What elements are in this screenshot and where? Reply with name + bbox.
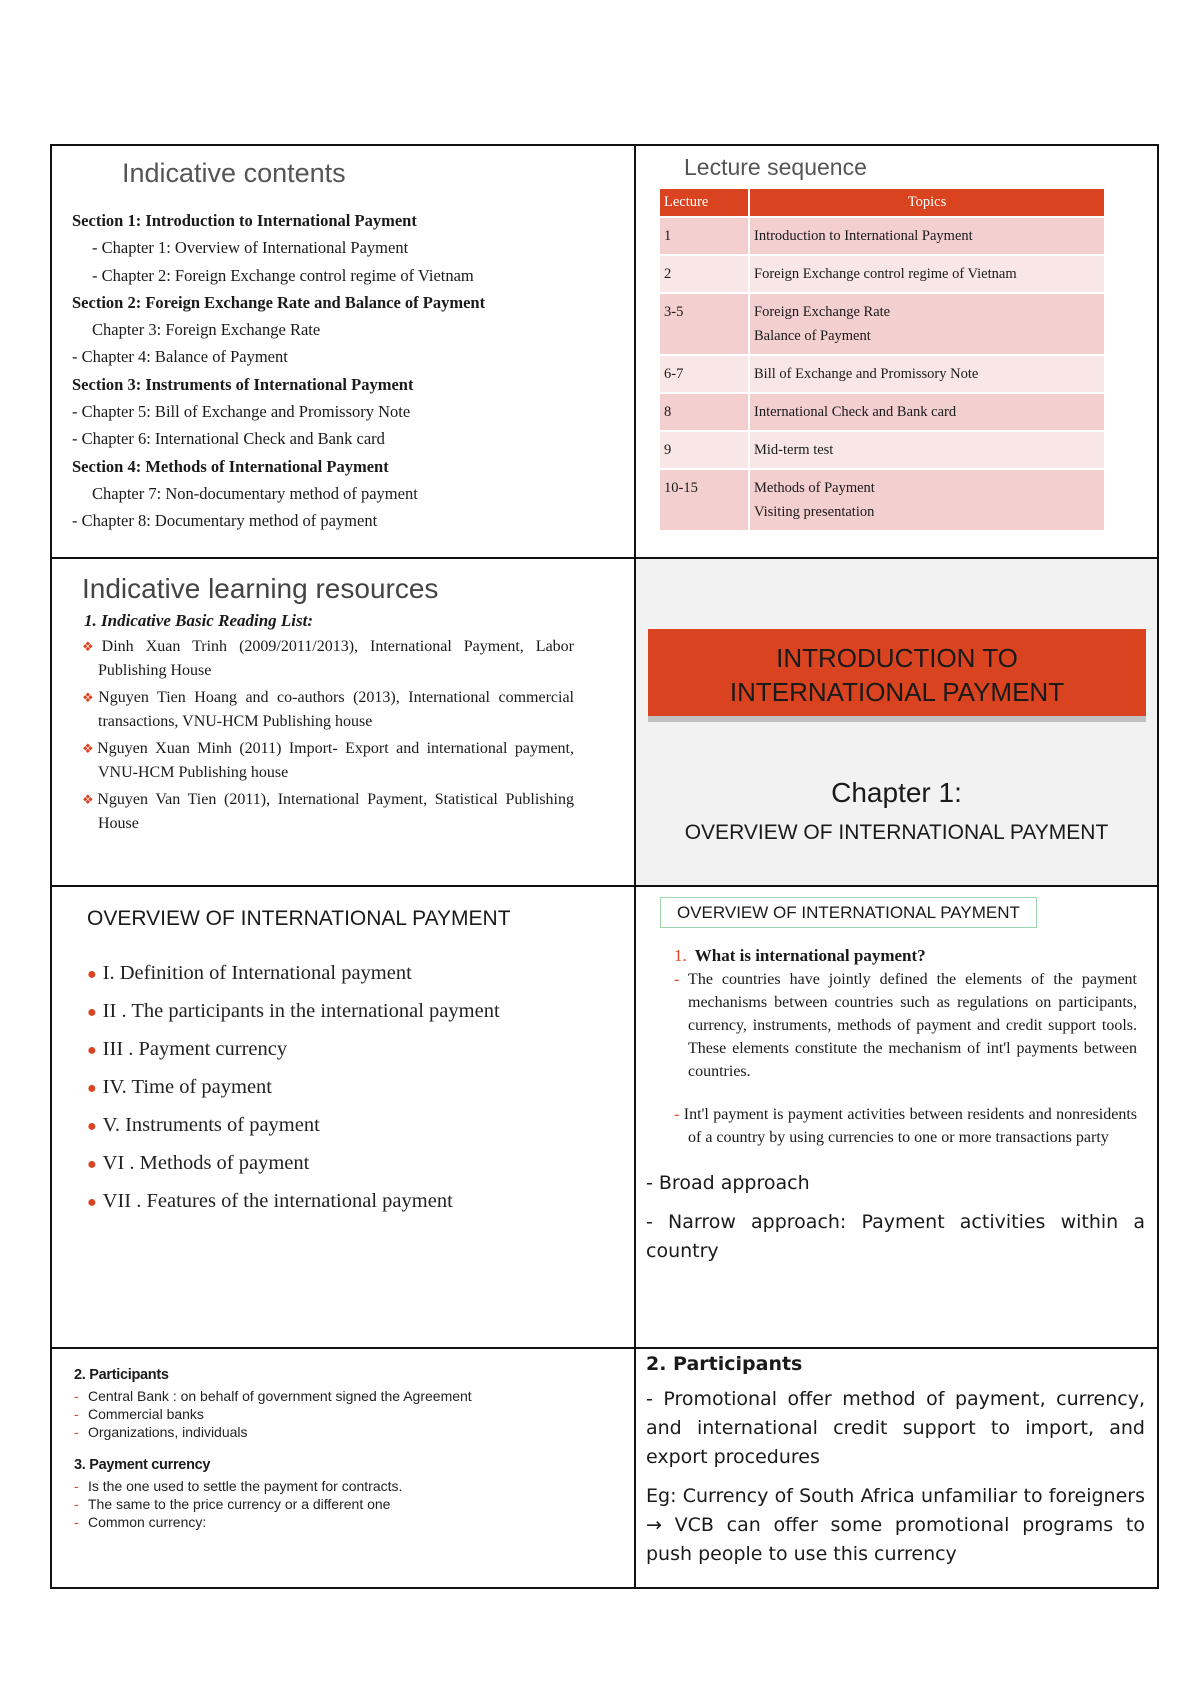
payment-currency-heading: 3. Payment currency xyxy=(74,1457,211,1473)
bullet-icon: ● xyxy=(87,1080,97,1097)
reference-item xyxy=(82,788,574,835)
lecture-number: 8 xyxy=(659,393,749,431)
outline-text: III . Payment currency xyxy=(102,1038,288,1060)
outline-item xyxy=(87,1183,634,1221)
outline-item xyxy=(87,1069,634,1107)
chapter-title: OVERVIEW OF INTERNATIONAL PAYMENT xyxy=(684,821,1109,844)
topic-line: International Check and Bank card xyxy=(754,404,957,420)
diamond-bullet-icon: ❖ xyxy=(82,792,98,807)
list-item: - Commercial banks xyxy=(74,1406,204,1422)
narrow-approach: - Narrow approach: Payment activities within a country xyxy=(646,1211,1145,1262)
section-banner xyxy=(648,629,1146,722)
table-row xyxy=(659,255,1105,293)
definition-text-1: The countries have jointly defined the elements of the payment mechanisms between countries such as regulations on participants, currency, instruments, methods of payment and credit support tools. These elements constitute the mechanism of int'l payments between countries. xyxy=(688,971,1137,1080)
lecture-number: 3-5 xyxy=(659,293,749,355)
topic-line: Visiting presentation xyxy=(754,504,875,520)
participants-list xyxy=(74,1387,634,1441)
lecture-topics xyxy=(749,431,1105,469)
outline-text: I. Definition of International payment xyxy=(102,962,412,984)
lecture-number: 1 xyxy=(659,217,749,255)
slide-title: OVERVIEW OF INTERNATIONAL PAYMENT xyxy=(87,907,511,930)
chapter-item: - Chapter 8: Documentary method of payment xyxy=(72,511,378,531)
slide-participants-currency xyxy=(52,1349,634,1587)
outline-text: VI . Methods of payment xyxy=(102,1152,310,1174)
bullet-icon: ● xyxy=(87,1004,97,1021)
slide-overview-outline xyxy=(52,887,634,1347)
definition-paragraph-2: - Int'l payment is payment activities between residents and nonresidents of a country by using currencies to one or more transactions party xyxy=(674,1106,1137,1146)
lecture-topics xyxy=(749,255,1105,293)
lecture-table xyxy=(658,187,1106,532)
lecture-number: 9 xyxy=(659,431,749,469)
section-heading: Section 4: Methods of International Payment xyxy=(72,456,389,476)
outline-text: VII . Features of the international payment xyxy=(102,1190,453,1212)
chapter-item: - Chapter 6: International Check and Bank card xyxy=(72,429,385,449)
outline-list xyxy=(87,955,634,1221)
diamond-bullet-icon: ❖ xyxy=(82,690,99,705)
chapter-item: - Chapter 1: Overview of International Payment xyxy=(92,238,409,258)
chapter-item: - Chapter 2: Foreign Exchange control regime of Vietnam xyxy=(92,265,474,285)
slide-lecture-sequence xyxy=(636,146,1157,557)
list-item-text: Central Bank : on behalf of government signed the Agreement xyxy=(88,1388,472,1404)
reference-list xyxy=(82,635,574,835)
slide-learning-resources xyxy=(52,559,634,885)
notes-paragraph-2: Eg: Currency of South Africa unfamiliar to foreigners → VCB can offer some promotional programs to push people to use this currency xyxy=(646,1485,1145,1565)
lecture-topics xyxy=(749,393,1105,431)
slide-title: Indicative contents xyxy=(122,158,346,188)
bullet-icon: ● xyxy=(87,1156,97,1173)
topic-line: Foreign Exchange Rate xyxy=(754,304,891,320)
reading-list-subtitle: 1. Indicative Basic Reading List: xyxy=(84,611,314,630)
lecture-number: 2 xyxy=(659,255,749,293)
table-row xyxy=(659,469,1105,531)
topic-line: Balance of Payment xyxy=(754,328,871,344)
reference-text: Nguyen Tien Hoang and co-authors (2013), International commercial transactions, VNU-HCM Publishing house xyxy=(98,689,574,730)
list-item: - The same to the price currency or a different one xyxy=(74,1496,391,1512)
chapter-label: Chapter 1: xyxy=(831,777,962,808)
table-header-topics: Topics xyxy=(749,188,1105,217)
table-row xyxy=(659,431,1105,469)
list-item: - Organizations, individuals xyxy=(74,1424,248,1440)
topic-line: Mid-term test xyxy=(754,442,834,458)
definition-question xyxy=(674,946,1145,966)
question-number: 1. xyxy=(674,946,687,965)
slide-title: OVERVIEW OF INTERNATIONAL PAYMENT xyxy=(660,897,1037,928)
table-row xyxy=(659,393,1105,431)
chapter-item: - Chapter 5: Bill of Exchange and Promissory Note xyxy=(72,402,411,422)
lecture-topics xyxy=(749,293,1105,355)
chapter-item: - Chapter 4: Balance of Payment xyxy=(72,347,288,367)
section-heading: Section 2: Foreign Exchange Rate and Balance of Payment xyxy=(72,292,486,312)
chapter-item: Chapter 7: Non-documentary method of payment xyxy=(92,483,418,503)
chapter-item: Chapter 3: Foreign Exchange Rate xyxy=(92,320,321,340)
reference-text: Dinh Xuan Trinh (2009/2011/2013), International Payment, Labor Publishing House xyxy=(98,638,574,679)
broad-approach: - Broad approach xyxy=(646,1172,810,1194)
contents-list xyxy=(72,207,616,535)
definition-text-2: Int'l payment is payment activities between residents and nonresidents of a country by using currencies to one or more transactions party xyxy=(683,1106,1137,1146)
slide-definition xyxy=(636,887,1157,1347)
bullet-icon: ● xyxy=(87,1194,97,1211)
currency-list xyxy=(74,1477,634,1531)
table-row xyxy=(659,355,1105,393)
topic-line: Methods of Payment xyxy=(754,480,875,496)
lecture-topics xyxy=(749,217,1105,255)
list-item-text: Commercial banks xyxy=(88,1406,204,1422)
outline-item xyxy=(87,1107,634,1145)
outline-text: II . The participants in the international payment xyxy=(102,1000,500,1022)
outline-item xyxy=(87,955,634,993)
notes-paragraph-1: - Promotional offer method of payment, currency, and international credit support to import, and export procedures xyxy=(646,1388,1145,1468)
reference-text: Nguyen Van Tien (2011), International Payment, Statistical Publishing House xyxy=(97,791,574,832)
slide-title: Indicative learning resources xyxy=(82,573,439,604)
diamond-bullet-icon: ❖ xyxy=(82,741,98,756)
list-item-text: Organizations, individuals xyxy=(88,1424,248,1440)
participants-heading: 2. Participants xyxy=(74,1367,169,1383)
outline-text: IV. Time of payment xyxy=(102,1076,272,1098)
section-heading: Section 1: Introduction to International Payment xyxy=(72,211,417,230)
bullet-icon: ● xyxy=(87,966,97,983)
notes-page-grid xyxy=(50,144,1159,1589)
notes-heading: 2. Participants xyxy=(646,1353,803,1375)
list-item: - Central Bank : on behalf of government signed the Agreement xyxy=(74,1388,472,1404)
reference-item xyxy=(82,686,574,733)
bullet-icon: ● xyxy=(87,1042,97,1059)
topic-line: Bill of Exchange and Promissory Note xyxy=(754,366,979,382)
table-row xyxy=(659,217,1105,255)
list-item-text: The same to the price currency or a different one xyxy=(88,1496,391,1512)
notes-participants xyxy=(636,1349,1157,1587)
outline-item xyxy=(87,993,634,1031)
topic-line: Introduction to International Payment xyxy=(754,228,973,244)
list-item: - Common currency: xyxy=(74,1514,207,1530)
table-row xyxy=(659,293,1105,355)
diamond-bullet-icon: ❖ xyxy=(82,639,102,654)
lecture-number: 10-15 xyxy=(659,469,749,531)
list-item-text: Is the one used to settle the payment for contracts. xyxy=(88,1478,403,1494)
reference-text: Nguyen Xuan Minh (2011) Import- Export and international payment, VNU-HCM Publishing house xyxy=(97,740,574,781)
list-item: - Is the one used to settle the payment for contracts. xyxy=(74,1478,403,1494)
slide-indicative-contents xyxy=(52,146,634,557)
slide-title: Lecture sequence xyxy=(684,154,867,180)
topic-line: Foreign Exchange control regime of Vietnam xyxy=(754,266,1017,282)
outline-item xyxy=(87,1145,634,1183)
bullet-icon: ● xyxy=(87,1118,97,1135)
banner-line-2: INTERNATIONAL PAYMENT xyxy=(729,677,1065,707)
list-item-text: Common currency: xyxy=(88,1514,207,1530)
reference-item xyxy=(82,635,574,682)
slide-chapter-1-title xyxy=(636,559,1157,885)
lecture-topics xyxy=(749,469,1105,531)
question-text: What is international payment? xyxy=(694,946,926,965)
outline-item xyxy=(87,1031,634,1069)
section-heading: Section 3: Instruments of International Payment xyxy=(72,374,414,394)
reference-item xyxy=(82,737,574,784)
table-header-lecture: Lecture xyxy=(659,188,749,217)
banner-line-1: INTRODUCTION TO xyxy=(776,643,1018,673)
lecture-number: 6-7 xyxy=(659,355,749,393)
lecture-topics xyxy=(749,355,1105,393)
outline-text: V. Instruments of payment xyxy=(102,1114,320,1136)
definition-paragraph-1: - The countries have jointly defined the elements of the payment mechanisms between countries such as regulations on participants, currency, instruments, methods of payment and credit support tools. These elements constitute the mechanism of int'l payments between countries. xyxy=(674,971,1137,1080)
